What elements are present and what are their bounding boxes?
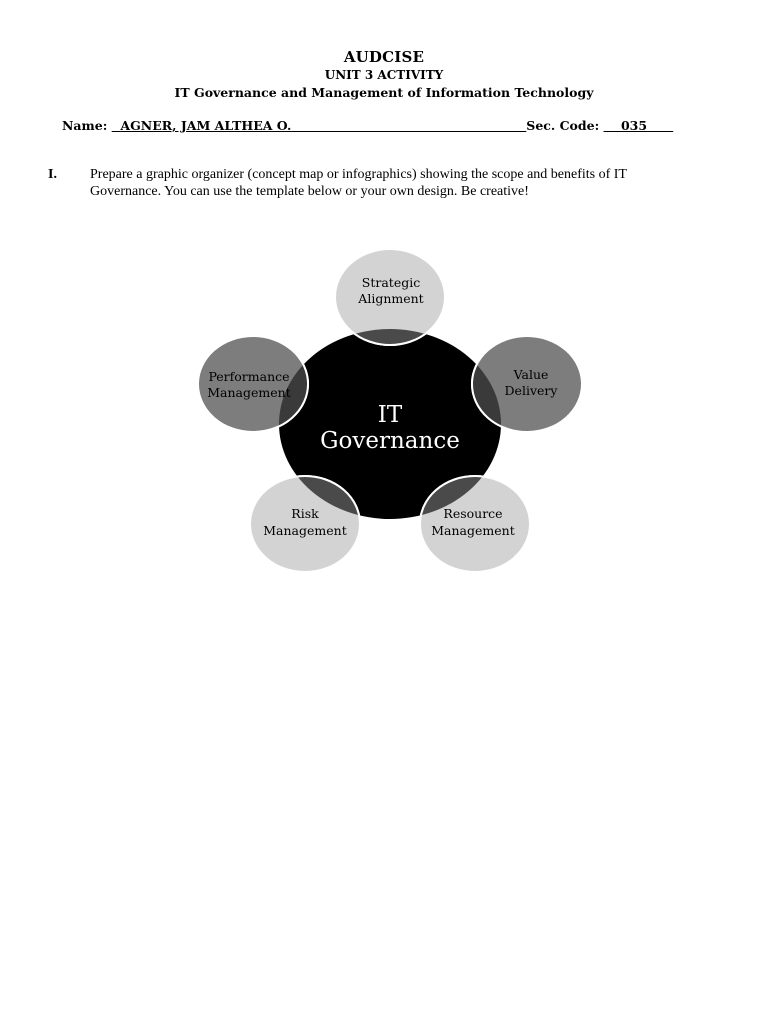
center-label-line1: IT <box>377 402 403 428</box>
unit-subtitle: UNIT 3 ACTIVITY <box>324 68 444 82</box>
node-performance-management-line1: Performance <box>208 369 290 384</box>
sec-code-value: 035 <box>620 118 648 133</box>
instruction-text: Prepare a graphic organizer (concept map or infographics) showing the scope and benefits of IT Governance. You can use the template below or your own design. Be creative! <box>90 167 627 199</box>
node-value-delivery-line1: Value <box>513 367 549 382</box>
node-risk-management-line2: Management <box>263 523 347 538</box>
node-value-delivery <box>472 336 582 432</box>
node-performance-management-line2: Management <box>207 385 291 400</box>
center-label-line2: Governance <box>320 428 460 454</box>
name-label: Name: <box>62 118 108 133</box>
name-value: AGNER, JAM ALTHEA O. <box>120 118 292 133</box>
node-strategic-alignment <box>335 249 445 345</box>
course-title: IT Governance and Management of Information Technology <box>174 85 594 100</box>
node-resource-management-line2: Management <box>431 523 515 538</box>
node-strategic-alignment-line1: Strategic <box>361 275 421 290</box>
node-resource-management <box>420 476 530 572</box>
node-value-delivery-line2: Delivery <box>504 383 558 398</box>
instruction-number: I. <box>48 167 57 182</box>
node-risk-management-line1: Risk <box>291 506 319 521</box>
node-risk-management <box>250 476 360 572</box>
sec-code-label: Sec. Code: <box>526 118 600 133</box>
document-title: AUDCISE <box>343 48 425 66</box>
node-resource-management-line1: Resource <box>443 506 503 521</box>
node-strategic-alignment-line2: Alignment <box>358 291 424 306</box>
node-performance-management <box>198 336 308 432</box>
